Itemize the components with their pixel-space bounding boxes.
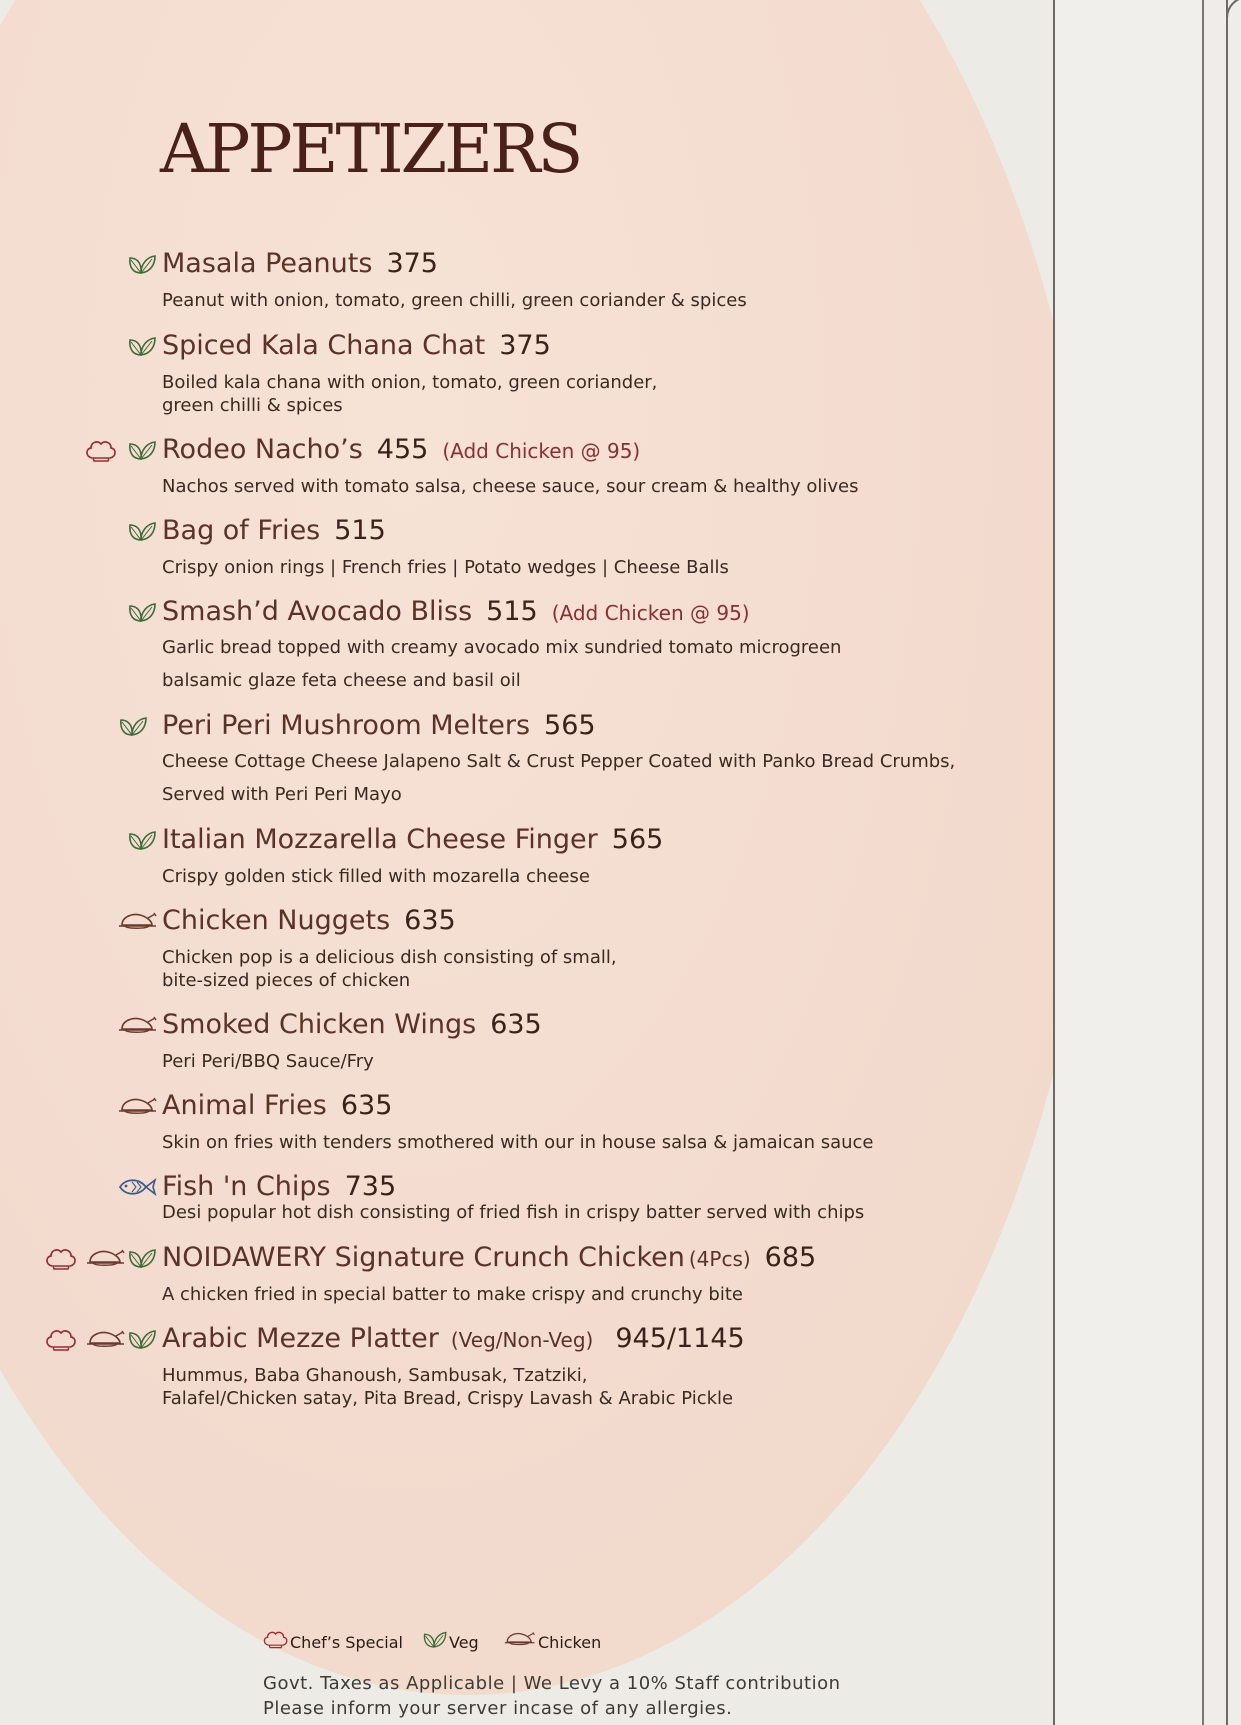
veg-icon (127, 601, 157, 627)
item-quantity: (4Pcs) (688, 1247, 751, 1271)
item-description: Cheese Cottage Cheese Jalapeno Salt & Crust Pepper Coated with Panko Bread Crumbs, Served with Peri Peri Mayo (162, 751, 956, 805)
item-description: A chicken fried in special batter to make crispy and crunchy bite (162, 1284, 743, 1305)
item-addon-note: (Add Chicken @ 95) (551, 601, 750, 625)
item-description: Nachos served with tomato salsa, cheese sauce, sour cream & healthy olives (162, 476, 859, 497)
veg-icon (127, 335, 157, 361)
item-price: 375 (386, 248, 438, 279)
chef-hat-icon (44, 1328, 78, 1356)
item-price: 685 (764, 1242, 817, 1273)
veg-icon (127, 520, 157, 546)
fish-icon (117, 1176, 157, 1202)
side-panel-curve (1226, 0, 1241, 38)
veg-icon (127, 829, 157, 855)
item-price: 515 (486, 596, 538, 627)
footer-notes (263, 1671, 841, 1721)
item-name: Rodeo Nacho’s (162, 434, 363, 465)
item-description: Peanut with onion, tomato, green chilli, green coriander & spices (162, 290, 747, 311)
allergy-note: Please inform your server incase of any allergies. (263, 1698, 733, 1719)
item-name: Bag of Fries (162, 515, 321, 546)
item-price: 635 (404, 905, 456, 936)
chef-hat-icon (262, 1630, 289, 1653)
chicken-icon (118, 1095, 158, 1121)
veg-icon (118, 715, 148, 741)
item-price: 565 (544, 710, 596, 741)
item-description: Crispy golden stick filled with mozarella cheese (162, 866, 590, 887)
item-price: 515 (334, 515, 386, 546)
item-name: Italian Mozzarella Cheese Finger (162, 824, 598, 855)
item-name: Animal Fries (162, 1090, 327, 1121)
item-description: Desi popular hot dish consisting of fried fish in crispy batter served with chips (162, 1202, 865, 1223)
chef-hat-icon (84, 439, 118, 467)
tax-note: Govt. Taxes as Applicable | We Levy a 10% Staff contribution (263, 1673, 841, 1694)
item-description: Garlic bread topped with creamy avocado mix sundried tomato microgreen balsamic glaze feta cheese and basil oil (162, 637, 842, 691)
item-name: Spiced Kala Chana Chat (162, 330, 486, 361)
veg-icon (127, 253, 157, 279)
item-price: 565 (611, 824, 664, 855)
item-price: 635 (340, 1090, 393, 1121)
legend-chicken-label: Chicken (538, 1633, 602, 1652)
chef-hat-icon (44, 1247, 78, 1275)
side-panel-line (1226, 0, 1228, 1725)
item-name: NOIDAWERY Signature Crunch Chicken (162, 1242, 685, 1273)
veg-icon (127, 1247, 157, 1273)
item-name: Peri Peri Mushroom Melters (162, 710, 531, 741)
veg-icon (127, 439, 157, 465)
chicken-icon (86, 1328, 126, 1354)
item-price: 375 (499, 330, 551, 361)
item-name: Smoked Chicken Wings (162, 1009, 477, 1040)
side-panel-frame (1053, 0, 1204, 1725)
chicken-icon (504, 1630, 536, 1652)
menu-title: APPETIZERS (160, 110, 581, 188)
item-name: Masala Peanuts (162, 248, 373, 279)
item-addon-note: (Add Chicken @ 95) (442, 439, 641, 463)
item-name: Smash’d Avocado Bliss (162, 596, 473, 627)
veg-icon (127, 1328, 157, 1354)
item-description: Peri Peri/BBQ Sauce/Fry (162, 1051, 374, 1072)
chicken-icon (118, 1014, 158, 1040)
item-name: Arabic Mezze Platter (162, 1323, 439, 1354)
item-price: 455 (376, 434, 429, 465)
item-description: Chicken pop is a delicious dish consisting of small, bite-sized pieces of chicken (162, 947, 617, 991)
chicken-icon (118, 910, 158, 936)
item-name: Fish 'n Chips (162, 1171, 331, 1202)
veg-icon (422, 1630, 448, 1653)
item-quantity: (Veg/Non-Veg) (450, 1328, 594, 1352)
legend-chef-label: Chef’s Special (290, 1633, 403, 1652)
item-description: Hummus, Baba Ghanoush, Sambusak, Tzatziki, Falafel/Chicken satay, Pita Bread, Crispy Lavash & Arabic Pickle (162, 1365, 734, 1409)
legend-veg-label: Veg (449, 1633, 479, 1652)
item-price: 635 (490, 1009, 542, 1040)
item-description: Crispy onion rings | French fries | Potato wedges | Cheese Balls (162, 557, 729, 578)
item-name: Chicken Nuggets (162, 905, 391, 936)
item-description: Skin on fries with tenders smothered with our in house salsa & jamaican sauce (162, 1132, 874, 1153)
item-price: 945/1145 (615, 1323, 745, 1354)
chicken-icon (86, 1247, 126, 1273)
item-description: Boiled kala chana with onion, tomato, green coriander, green chilli & spices (162, 372, 658, 416)
item-price: 735 (344, 1171, 397, 1202)
